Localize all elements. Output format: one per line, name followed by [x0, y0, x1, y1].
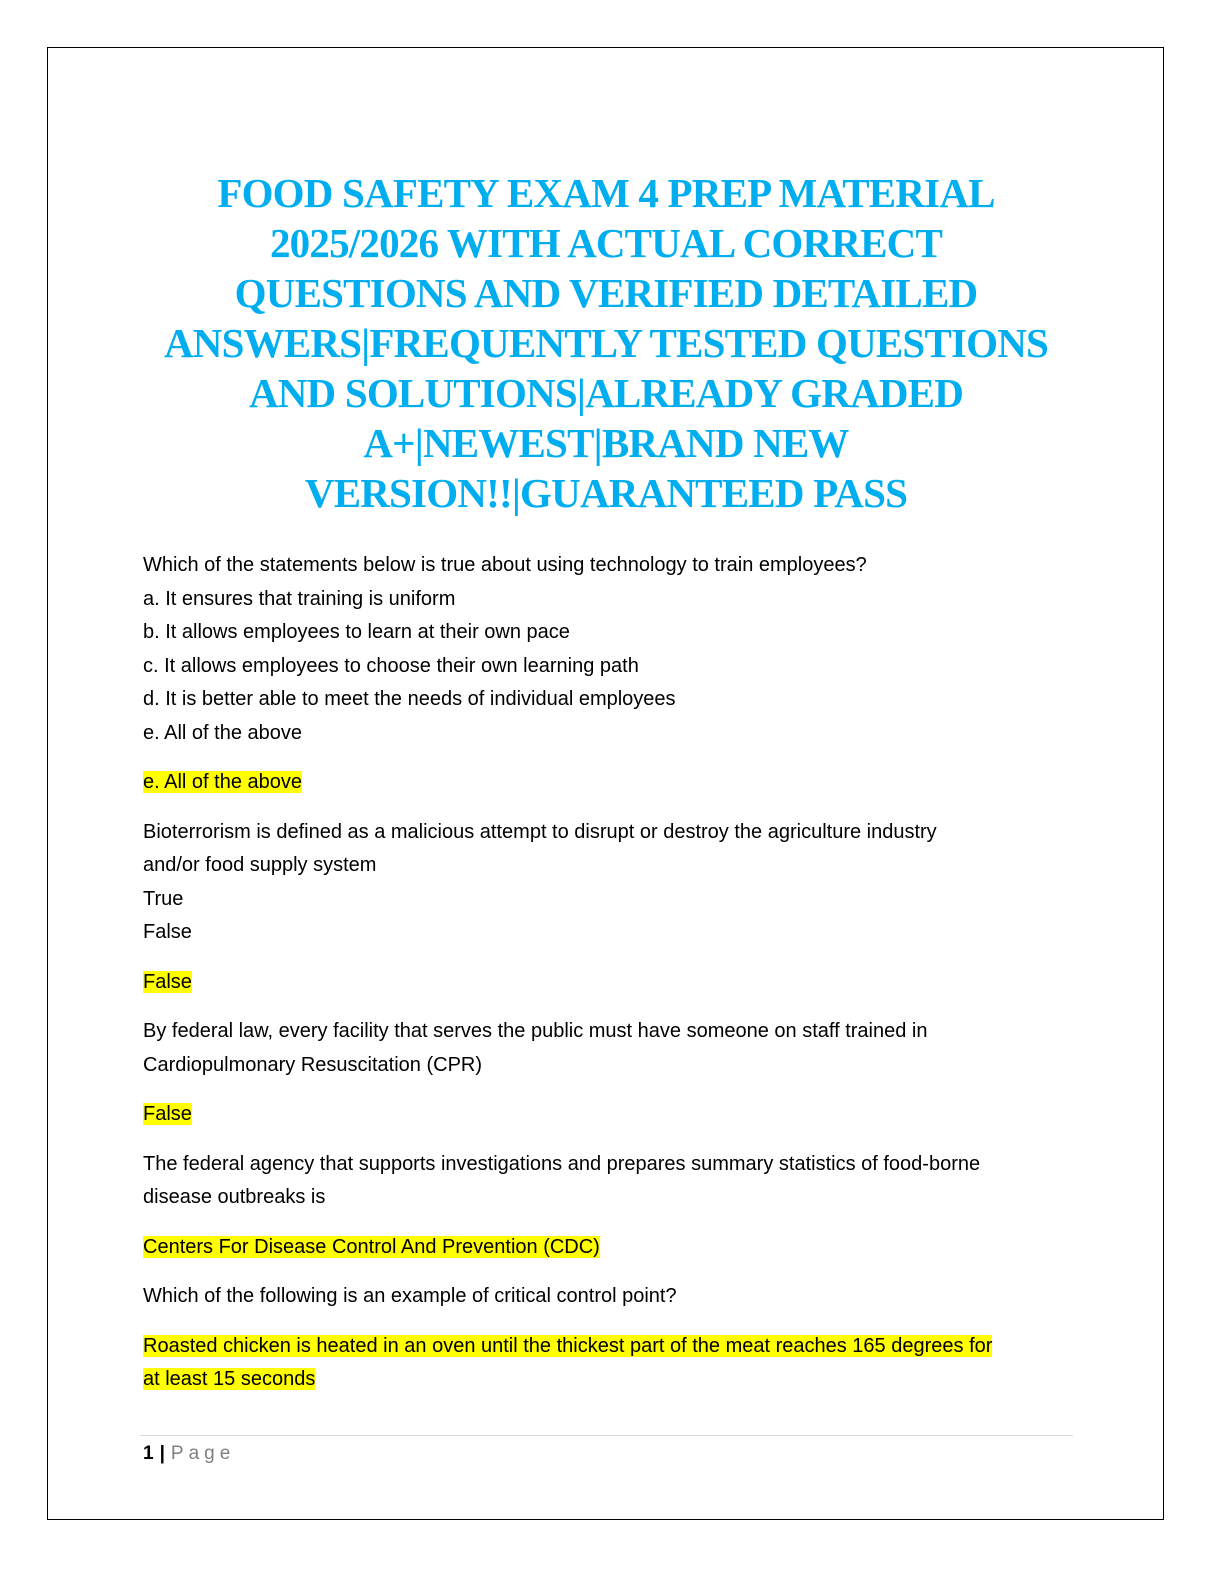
- question-text: The federal agency that supports investigations and prepares summary statistics of food-borne: [143, 1152, 981, 1175]
- option-a: a. It ensures that training is uniform: [143, 587, 456, 610]
- option-e: e. All of the above: [143, 721, 303, 744]
- answer-1: [143, 766, 1078, 800]
- answer-highlight: False: [143, 1103, 192, 1125]
- footer-divider: [140, 1435, 1073, 1436]
- page-number: 1: [143, 1443, 154, 1464]
- question-text-cont: and/or food supply system: [143, 854, 377, 876]
- answer-5: [143, 1330, 1078, 1397]
- question-3: [143, 1015, 1078, 1082]
- option-c: c. It allows employees to choose their own learning path: [143, 654, 639, 677]
- answer-4: [143, 1231, 1078, 1265]
- option-d: d. It is better able to meet the needs of individual employees: [143, 688, 676, 710]
- option-b: b. It allows employees to learn at their own pace: [143, 621, 570, 643]
- question-text: Which of the following is an example of critical control point?: [143, 1285, 677, 1307]
- answer-3: [143, 1098, 1078, 1132]
- question-list: [143, 549, 1078, 1413]
- answer-highlight: e. All of the above: [143, 771, 303, 793]
- answer-2: [143, 966, 1078, 1000]
- answer-highlight: False: [143, 970, 192, 993]
- answer-highlight: Roasted chicken is heated in an oven until the thickest part of the meat reaches 165 degrees for: [143, 1334, 993, 1357]
- page-label: Page: [170, 1443, 236, 1464]
- option-false: False: [143, 921, 192, 943]
- question-text-cont: Cardiopulmonary Resuscitation (CPR): [143, 1053, 483, 1076]
- footer-separator: |: [159, 1443, 165, 1464]
- question-5: [143, 1280, 1078, 1314]
- question-text: By federal law, every facility that serves the public must have someone on staff trained in: [143, 1020, 928, 1042]
- option-true: True: [143, 887, 184, 910]
- question-4: [143, 1148, 1078, 1215]
- page-footer: [143, 1440, 235, 1468]
- answer-highlight-cont: at least 15 seconds: [143, 1368, 316, 1390]
- answer-highlight: Centers For Disease Control And Prevention (CDC): [143, 1235, 600, 1258]
- question-1: [143, 549, 1078, 750]
- document-title: FOOD SAFETY EXAM 4 PREP MATERIAL 2025/2026 WITH ACTUAL CORRECT QUESTIONS AND VERIFIED DETAILED ANSWERS|FREQUENTLY TESTED QUESTIONS AND SOLUTIONS|ALREADY GRADED A+|NEWEST|BRAND NEW VERSION!!|GUARANTEED PASS: [163, 170, 1049, 516]
- question-text: Bioterrorism is defined as a malicious attempt to disrupt or destroy the agriculture industry: [143, 820, 937, 843]
- question-2: [143, 816, 1078, 950]
- question-text-cont: disease outbreaks is: [143, 1186, 326, 1208]
- question-text: Which of the statements below is true about using technology to train employees?: [143, 554, 867, 576]
